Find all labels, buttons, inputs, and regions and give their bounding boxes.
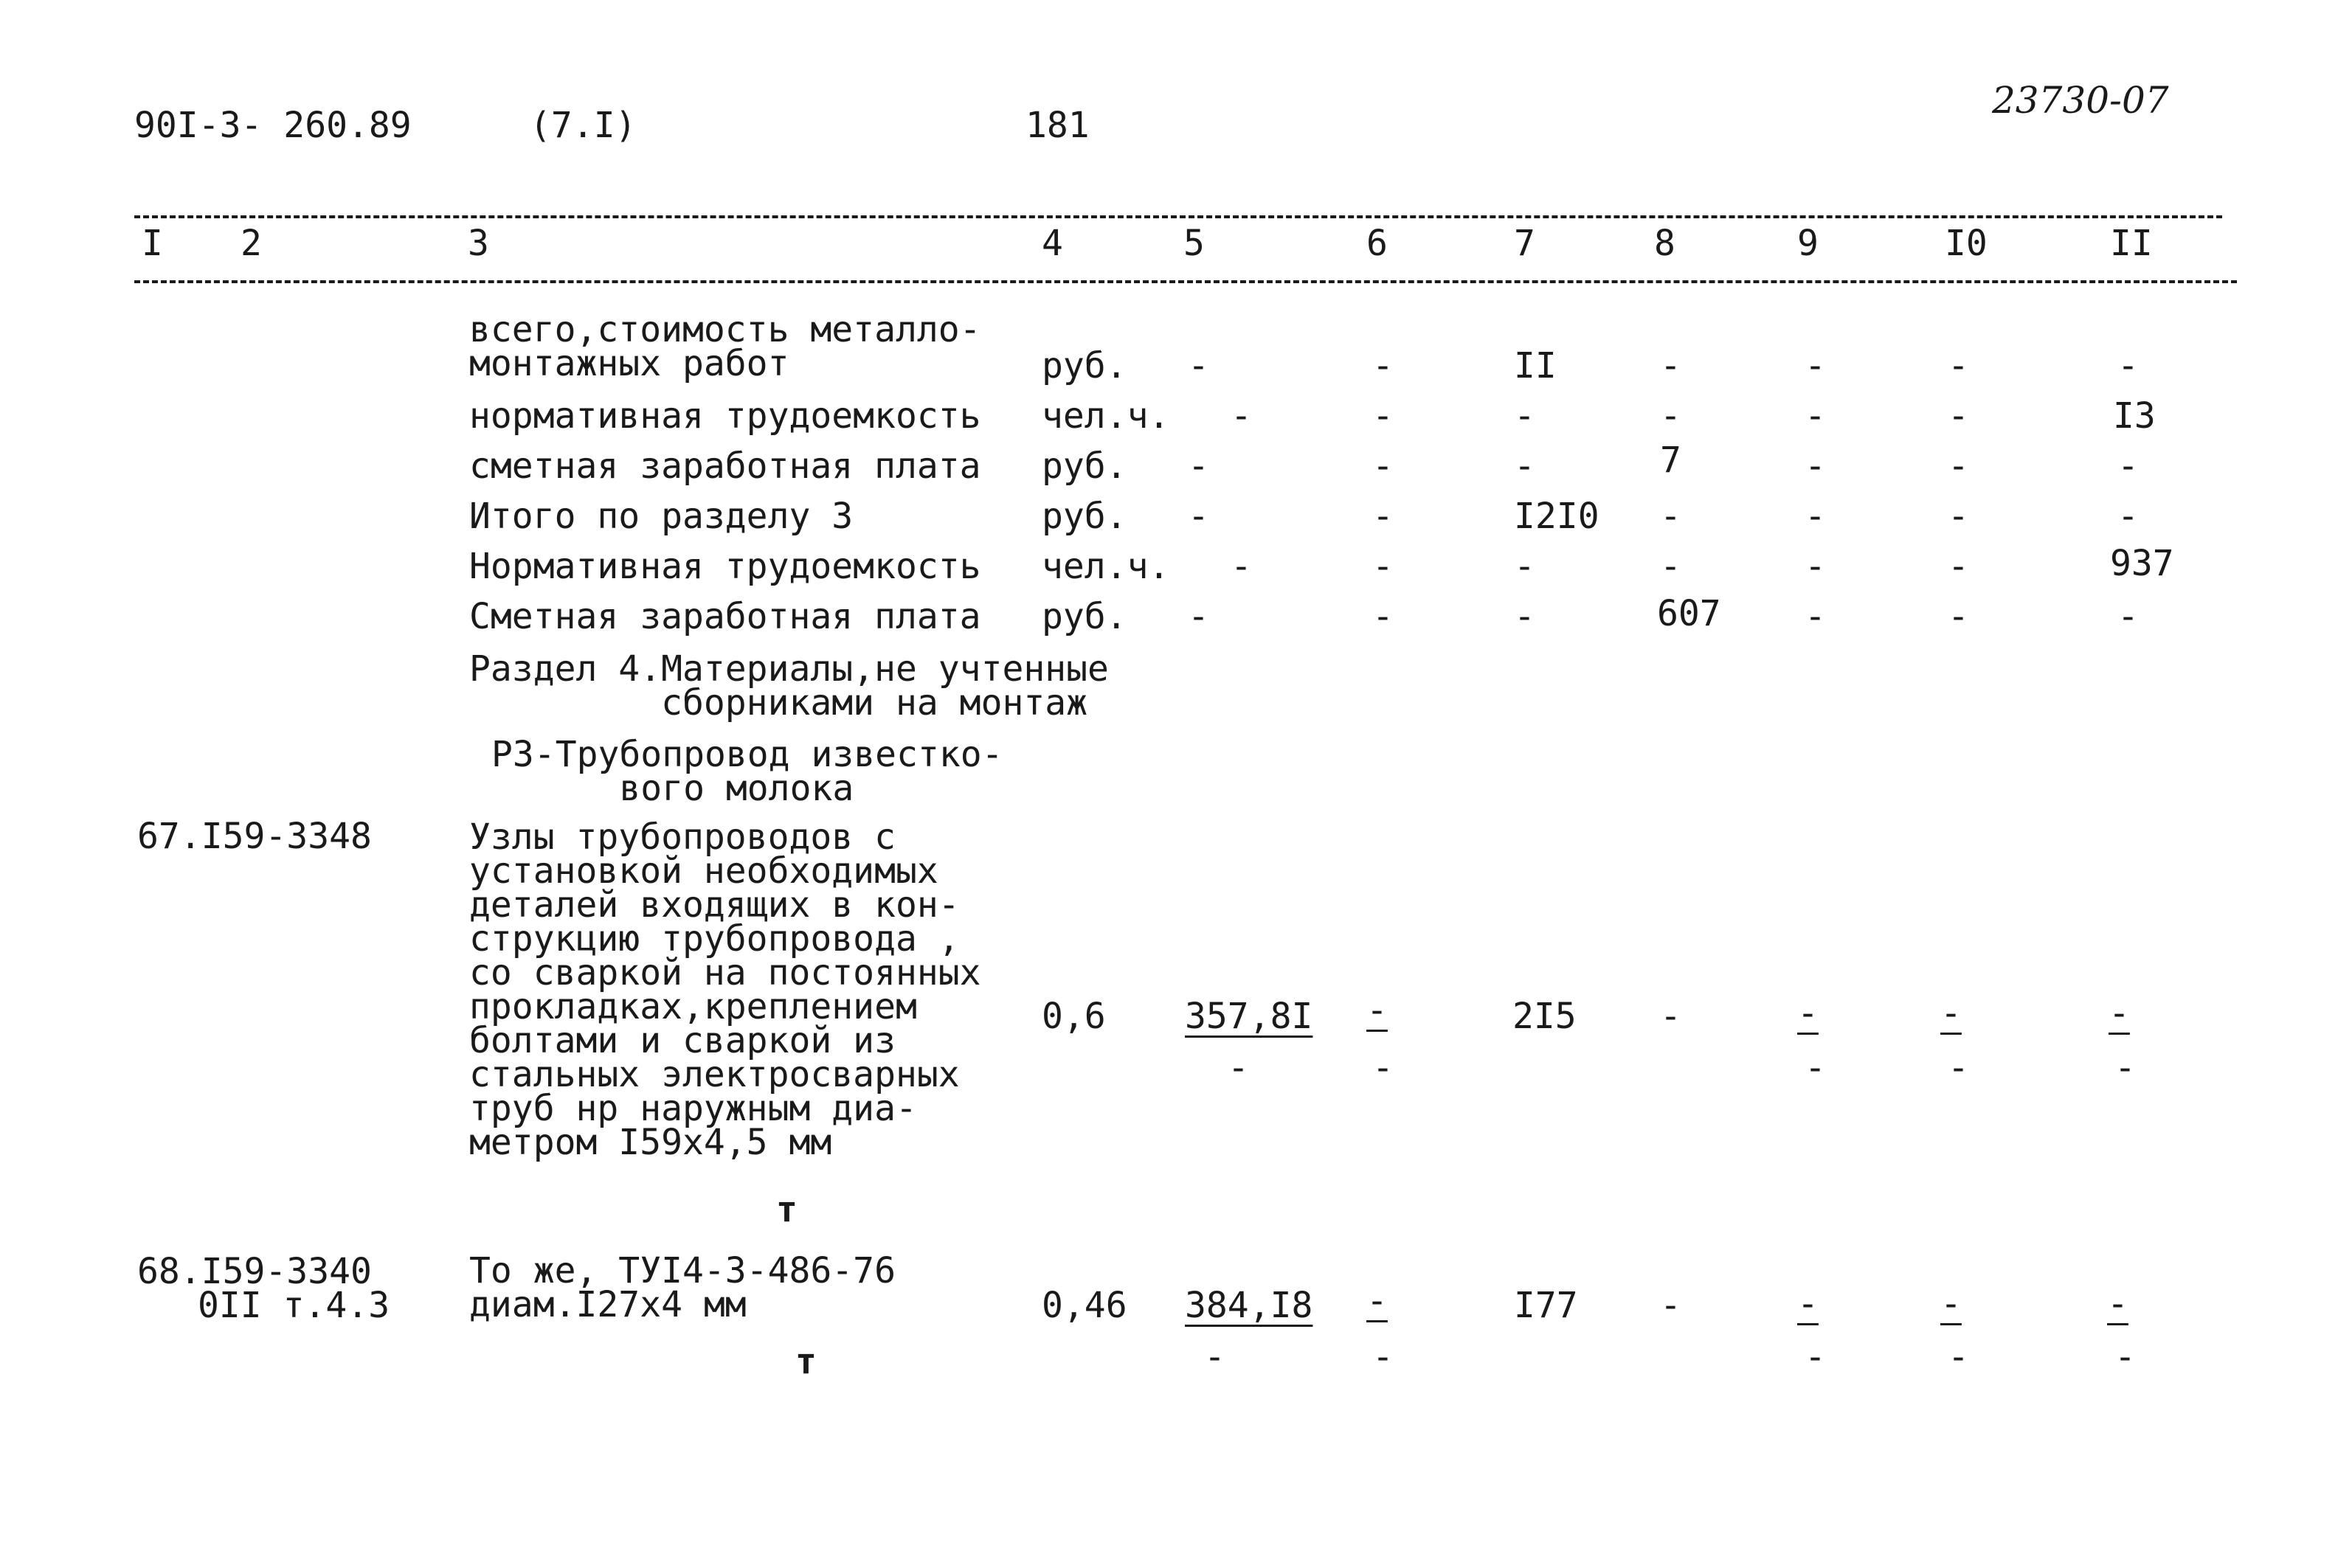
cell-col10: - (1948, 445, 1969, 487)
cell-col11: - (2109, 993, 2130, 1034)
cell-col6: - (1366, 1280, 1388, 1322)
cell-col7: I2I0 (1514, 496, 1599, 537)
row-description: Итого по разделу 3 (469, 496, 854, 537)
col-header-2: 2 (241, 223, 262, 264)
cell-col11: - (2117, 345, 2139, 386)
col-header-10: I0 (1945, 223, 1988, 264)
cell-col6: - (1372, 546, 1394, 587)
cell-col6: - (1372, 445, 1394, 487)
section-heading: Раздел 4.Материалы,не учтенные сборниками на монтаж (469, 648, 1109, 724)
cell-col7: - (1514, 546, 1535, 587)
col-header-8: 8 (1654, 223, 1675, 264)
cell-col11-sub: - (2114, 1336, 2136, 1378)
header-bottom-rule (134, 280, 2237, 283)
cell-col9: - (1805, 395, 1826, 437)
cell-col9: - (1805, 496, 1826, 537)
col-header-6: 6 (1366, 223, 1388, 264)
col-header-5: 5 (1183, 223, 1205, 264)
row-description: сметная заработная плата (469, 445, 981, 487)
item-position: 67.I59-3348 (137, 816, 372, 857)
cell-col6-sub: - (1372, 1047, 1394, 1089)
cell-col10: - (1940, 993, 1962, 1034)
cell-col6: - (1372, 345, 1394, 386)
cell-col5: - (1188, 345, 1209, 386)
col-header-11: II (2110, 223, 2153, 264)
cell-col11: - (2107, 1283, 2128, 1325)
row-unit: руб. (1042, 596, 1127, 637)
row-unit: руб. (1042, 496, 1127, 537)
item-quantity: 0,6 (1042, 996, 1106, 1037)
cell-col9: - (1805, 546, 1826, 587)
cell-col7: II (1514, 345, 1557, 386)
cell-col9: - (1805, 596, 1826, 637)
cell-col6: - (1372, 395, 1394, 437)
row-unit: руб. (1042, 445, 1127, 487)
cell-col8: - (1660, 395, 1681, 437)
cell-col9: - (1797, 993, 1819, 1034)
cell-col7: I77 (1514, 1285, 1578, 1326)
cell-col11-sub: - (2114, 1047, 2136, 1089)
header-top-rule (134, 215, 2222, 218)
col-header-9: 9 (1797, 223, 1819, 264)
cell-col8: - (1660, 546, 1681, 587)
cell-col11: - (2117, 596, 2139, 637)
row-description: всего,стоимость металло- монтажных работ (469, 309, 981, 384)
row-unit: руб. (1042, 345, 1127, 386)
cell-col8: 607 (1657, 593, 1721, 634)
cell-col10: - (1948, 596, 1969, 637)
cell-col5: - (1231, 395, 1252, 437)
subsection-heading: Р3-Трубопровод известко- вого молока (491, 734, 1003, 809)
cell-col11: 937 (2110, 543, 2174, 584)
cell-col10: - (1948, 496, 1969, 537)
archive-number: 23730-07 (1992, 79, 2169, 122)
cell-col9-sub: - (1805, 1336, 1826, 1378)
cell-col5-sub: - (1204, 1336, 1225, 1378)
cell-col6: - (1372, 496, 1394, 537)
cell-col9-sub: - (1805, 1047, 1826, 1089)
cell-col10-sub: - (1948, 1336, 1969, 1378)
unit-mark: т (776, 1189, 798, 1230)
cell-col6: - (1366, 990, 1388, 1031)
cell-col9: - (1805, 445, 1826, 487)
cell-col7: - (1514, 596, 1535, 637)
row-description: Нормативная трудоемкость (469, 546, 981, 587)
cell-col11: - (2117, 496, 2139, 537)
cell-col9: - (1797, 1283, 1819, 1325)
col-header-4: 4 (1042, 223, 1063, 264)
col-header-7: 7 (1514, 223, 1535, 264)
cell-col5: 357,8I (1185, 996, 1313, 1037)
item-quantity: 0,46 (1042, 1285, 1127, 1326)
cell-col5: - (1188, 445, 1209, 487)
cell-col10: - (1948, 395, 1969, 437)
row-unit: чел.ч. (1042, 546, 1170, 587)
cell-col5-sub: - (1228, 1047, 1249, 1089)
unit-mark: т (795, 1341, 817, 1382)
cell-col6: - (1372, 596, 1394, 637)
row-description: нормативная трудоемкость (469, 395, 981, 437)
item-description: То же, ТУI4-3-486-76 диам.I27x4 мм (469, 1250, 896, 1325)
cell-col5: 384,I8 (1185, 1285, 1313, 1326)
cell-col7: 2I5 (1512, 996, 1577, 1037)
cell-col9: - (1805, 345, 1826, 386)
cell-col10: - (1940, 1283, 1962, 1325)
cell-col8: - (1660, 1285, 1681, 1326)
cell-col10: - (1948, 546, 1969, 587)
section-number: (7.I) (530, 105, 637, 146)
cell-col7: - (1514, 445, 1535, 487)
item-position: 68.I59-3340 (137, 1251, 372, 1292)
cell-col6-sub: - (1372, 1336, 1394, 1378)
cell-col8: - (1660, 345, 1681, 386)
item-position-ref: 0II т.4.3 (198, 1285, 390, 1326)
col-header-1: I (142, 223, 163, 264)
document-code: 90I-3- 260.89 (134, 105, 412, 146)
cell-col8: - (1660, 496, 1681, 537)
item-description: Узлы трубопроводов с установкой необходимых деталей входящих в кон- струкцию трубопровода , со сваркой на постоянных прокладках,креплением болтами и сваркой из стальных электросварных труб нр наружным диа- метром I59x4,5 мм (469, 816, 981, 1163)
cell-col5: - (1231, 546, 1252, 587)
cell-col5: - (1188, 496, 1209, 537)
row-unit: чел.ч. (1042, 395, 1170, 437)
col-header-3: 3 (468, 223, 489, 264)
cell-col10-sub: - (1948, 1047, 1969, 1089)
cell-col7: - (1514, 395, 1535, 437)
row-description: Сметная заработная плата (469, 596, 981, 637)
cell-col10: - (1948, 345, 1969, 386)
cell-col8: - (1660, 996, 1681, 1037)
cell-col11: - (2117, 445, 2139, 487)
cell-col8: 7 (1660, 440, 1681, 481)
cell-col11: I3 (2113, 395, 2156, 437)
page-number: 181 (1025, 105, 1090, 146)
cell-col5: - (1188, 596, 1209, 637)
